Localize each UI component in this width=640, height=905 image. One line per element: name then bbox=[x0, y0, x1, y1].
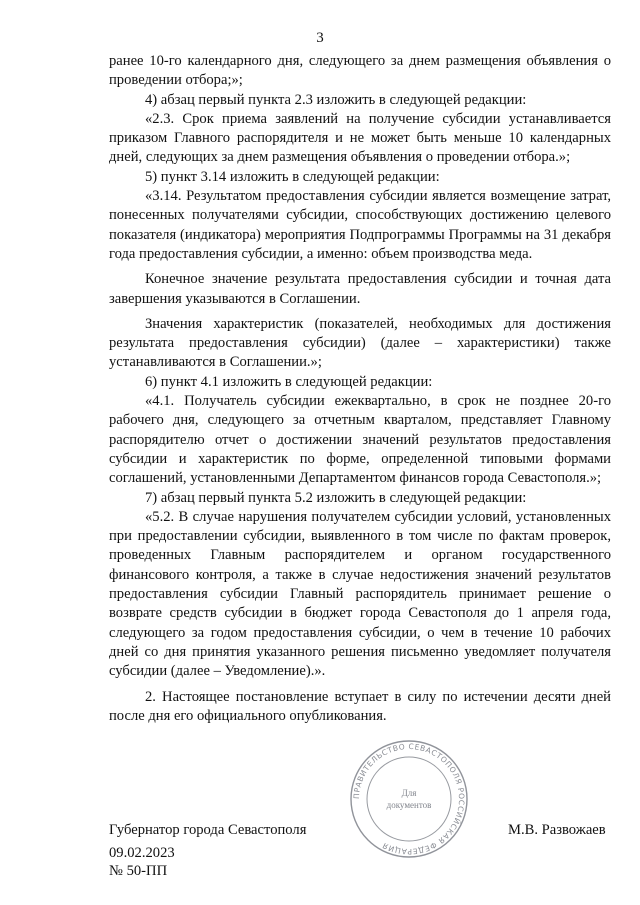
paragraph: 6) пункт 4.1 изложить в следующей редакции: bbox=[145, 373, 433, 390]
paragraph: 4) абзац первый пункта 2.3 изложить в следующей редакции: bbox=[145, 91, 527, 108]
paragraph: 7) абзац первый пункта 5.2 изложить в следующей редакции: bbox=[145, 489, 527, 506]
paragraph: ранее 10-го календарного дня, следующего за днем размещения объявления о проведении отбора;»; bbox=[109, 53, 611, 89]
svg-text:ПРАВИТЕЛЬСТВО СЕВАСТОПОЛЯ РОСС bbox=[352, 742, 466, 856]
stamp-ring-text: ПРАВИТЕЛЬСТВО СЕВАСТОПОЛЯ РОССИЙСКАЯ ФЕДЕРАЦИЯ bbox=[351, 741, 467, 857]
paragraph: Конечное значение результата предоставления субсидии и точная дата завершения указываются в Соглашении. bbox=[109, 271, 611, 307]
stamp-center-line2: документов bbox=[386, 800, 432, 810]
stamp-center-line1: Для bbox=[401, 788, 417, 798]
official-seal-stamp bbox=[348, 738, 470, 860]
paragraph: 5) пункт 3.14 изложить в следующей редакции: bbox=[145, 168, 440, 185]
paragraph: 2. Настоящее постановление вступает в силу по истечении десяти дней после дня его официального опубликования. bbox=[109, 688, 611, 724]
paragraph: «5.2. В случае нарушения получателем субсидии условий, установленных при предоставлении субсидии, выявленного в том числе по фактам проверок, проведенных Главным распорядителем и органом государственного финансового контроля, а также в случае недостижения значений результатов предоставления субсидии Главный распорядитель принимает решение о возврате средств субсидии в бюджет города Севастополя до 1 апреля года, следующего за годом предоставления субсидии, о чем в течение 10 рабочих дней со дня принятия указанного решения письменно уведомляет получателя субсидии (далее – Уведомление).». bbox=[109, 508, 611, 680]
signatory-position: Губернатор города Севастополя bbox=[109, 822, 307, 838]
page-number: 3 bbox=[316, 30, 324, 46]
document-body bbox=[109, 52, 611, 726]
document-number: № 50-ПП bbox=[109, 863, 168, 879]
paragraph: Значения характеристик (показателей, необходимых для достижения результата предоставления субсидии) (далее – характеристики) также устанавливаются в Соглашении.»; bbox=[109, 315, 611, 371]
paragraph: «3.14. Результатом предоставления субсидии является возмещение затрат, понесенных получателями субсидии, способствующих достижению целевого показателя (индикатора) мероприятия Подпрограммы Программы на 31 декабря года предоставления субсидии, а именно: объем производства меда. bbox=[109, 188, 611, 262]
signatory-name: М.В. Развожаев bbox=[508, 822, 606, 838]
document-date: 09.02.2023 bbox=[109, 845, 175, 861]
paragraph: «2.3. Срок приема заявлений на получение субсидии устанавливается приказом Главного распорядителя и не может быть меньше 10 календарных дней, следующих за днем размещения объявления о проведении отбора.»; bbox=[109, 110, 611, 166]
paragraph: «4.1. Получатель субсидии ежеквартально, в срок не позднее 20-го рабочего дня, следующего за отчетным кварталом, представляет Главному распорядителю отчет о достижении значений результатов предоставления субсидии и характеристик по форме, определенной типовыми формами соглашений, установленными Департаментом финансов города Севастополя.»; bbox=[109, 393, 611, 487]
